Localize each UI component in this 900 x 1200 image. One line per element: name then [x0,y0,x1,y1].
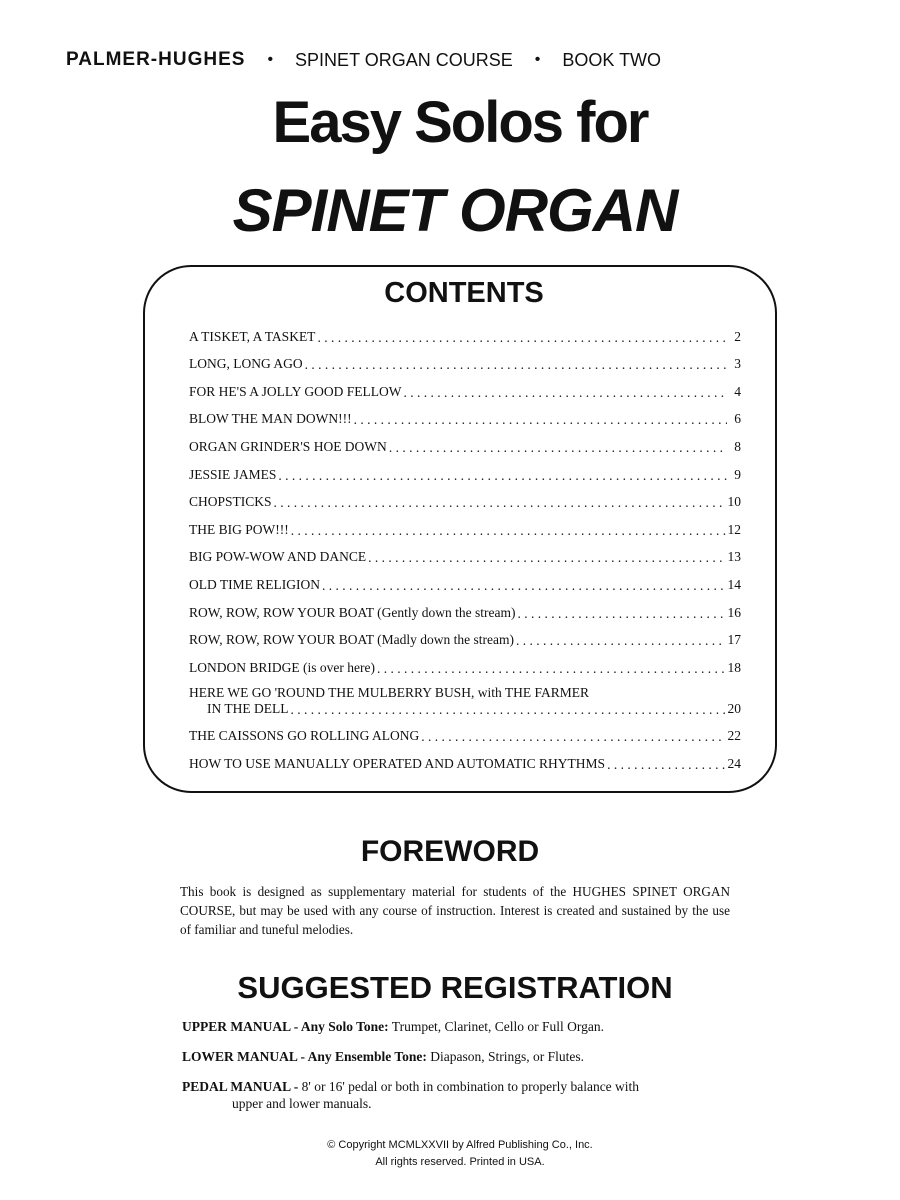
rights-line: All rights reserved. Printed in USA. [375,1156,545,1168]
toc-entry-title: A TISKET, A TASKET [189,328,316,344]
toc-entry [189,676,741,717]
book-number: BOOK TWO [562,49,662,70]
registration-text: 8' or 16' pedal or both in combination to properly balance with [301,1079,640,1094]
dot-leader [377,662,726,676]
dot-leader [322,579,726,593]
bullet-separator: • [534,51,541,68]
toc-entry [189,593,741,621]
registration-text-cont: upper and lower manuals. [232,1096,372,1111]
dot-leader [403,386,727,400]
series-name: PALMER-HUGHES [66,49,246,70]
foreword-paragraph: This book is designed as supplementary material for students of the HUGHES SPINET ORGAN COURSE, but may be used with any course of instruction. Interest is created and sustained by the use of familiar and tuneful melodies. [180,884,730,937]
toc-entry [189,345,741,373]
toc-entry [189,372,741,400]
toc-entry-title: OLD TIME RELIGION [189,576,320,592]
copyright-notice [0,1137,900,1171]
toc-entry-title: THE CAISSONS GO ROLLING ALONG [189,728,420,744]
dot-leader [607,758,725,772]
toc-entry-page: 20 [727,700,741,716]
toc-entry-page: 8 [734,438,741,454]
toc-entry-page: 3 [734,356,741,372]
toc-entry-page: 22 [727,728,741,744]
toc-entry-continuation [189,701,741,717]
toc-entry [189,621,741,649]
registration-item-pedal [182,1078,742,1112]
toc-entry-page: 9 [734,466,741,482]
toc-entry [189,427,741,455]
foreword-heading: FOREWORD [360,835,540,868]
toc-entry-page: 4 [734,383,741,399]
dot-leader [389,441,727,455]
dot-leader [290,703,725,717]
contents-heading: CONTENTS [384,277,544,309]
toc-entry-title: CHOPSTICKS [189,494,272,510]
dot-leader [317,331,727,345]
dot-leader [291,524,726,538]
registration-label: LOWER MANUAL - Any Ensemble Tone: [182,1049,427,1064]
toc-entry [189,538,741,566]
dot-leader [354,413,727,427]
toc-entry-title: BLOW THE MAN DOWN!!! [189,411,352,427]
registration-label: UPPER MANUAL - Any Solo Tone: [182,1019,389,1034]
toc-entry-title: ROW, ROW, ROW YOUR BOAT (Madly down the stream) [189,632,514,648]
dot-leader [274,496,726,510]
dot-leader [305,358,727,372]
toc-entry [189,455,741,483]
book-title-line1: Easy Solos for [272,90,648,155]
dot-leader [278,469,727,483]
table-of-contents [189,317,741,772]
toc-entry [189,483,741,511]
toc-entry [189,317,741,345]
dot-leader [421,730,725,744]
toc-entry [189,400,741,428]
registration-text: Trumpet, Clarinet, Cello or Full Organ. [391,1019,605,1034]
toc-entry-title: ROW, ROW, ROW YOUR BOAT (Gently down the stream) [189,604,516,620]
registration-list [182,1018,742,1125]
toc-entry-title: JESSIE JAMES [189,466,277,482]
toc-entry-title: ORGAN GRINDER'S HOE DOWN [189,438,387,454]
toc-entry [189,717,741,745]
toc-entry-title: FOR HE'S A JOLLY GOOD FELLOW [189,383,402,399]
registration-heading: SUGGESTED REGISTRATION [237,970,673,1005]
toc-entry [189,510,741,538]
toc-entry-title-cont: IN THE DELL [207,700,289,716]
toc-entry-title: BIG POW-WOW AND DANCE [189,549,367,565]
toc-entry [189,648,741,676]
bullet-separator: • [267,51,274,68]
series-header [66,48,806,72]
toc-entry-title: LONDON BRIDGE (is over here) [189,659,375,675]
toc-entry [189,744,741,772]
toc-entry-page: 17 [727,632,741,648]
dot-leader [368,551,725,565]
toc-entry-page: 14 [727,576,741,592]
dot-leader [516,634,726,648]
toc-entry-title: LONG, LONG AGO [189,356,303,372]
toc-entry-title: HERE WE GO 'ROUND THE MULBERRY BUSH, with THE FARMER [189,684,589,700]
toc-entry-page: 10 [727,494,741,510]
toc-entry-page: 2 [734,328,741,344]
toc-entry-title: HOW TO USE MANUALLY OPERATED AND AUTOMATIC RHYTHMS [189,755,606,771]
registration-label: PEDAL MANUAL - [182,1079,299,1094]
course-name: SPINET ORGAN COURSE [295,49,513,70]
toc-entry-page: 13 [727,549,741,565]
toc-entry-page: 24 [727,755,741,771]
toc-entry [189,565,741,593]
toc-entry-page: 6 [734,411,741,427]
registration-item-upper [182,1018,742,1035]
dot-leader [518,607,726,621]
registration-text: Diapason, Strings, or Flutes. [430,1049,585,1064]
book-title-line2: SPINET ORGAN [232,177,678,244]
registration-item-lower [182,1048,742,1065]
toc-entry-page: 12 [727,521,741,537]
toc-entry-title: THE BIG POW!!! [189,521,289,537]
copyright-line: © Copyright MCMLXXVII by Alfred Publishing Co., Inc. [327,1139,593,1151]
toc-entry-page: 18 [727,659,741,675]
toc-entry-page: 16 [727,604,741,620]
